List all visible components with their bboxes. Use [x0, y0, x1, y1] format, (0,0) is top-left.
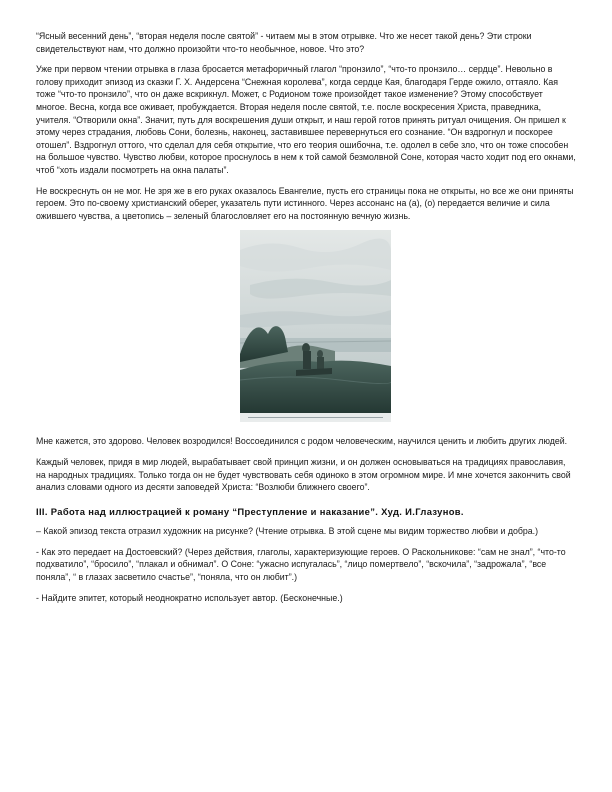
- illustration-figure: [240, 230, 391, 422]
- paragraph-intro: “Ясный весенний день”, “вторая неделя после святой” - читаем мы в этом отрывке. Что же несет такой день? Эти строки свидетельствуют нам, что должно произойти что-то необычное, новое. Что это?: [36, 31, 532, 54]
- paragraph-rebirth: Мне кажется, это здорово. Человек возродился! Воссоединился с родом человеческим, научился ценить и любить других людей.: [36, 436, 568, 447]
- paragraph-conclusion: Каждый человек, придя в мир людей, вырабатывает свой принцип жизни, и он должен основываться на традициях православия, на народных традициях. Только тогда он не будет чувствовать себя одиноко в этом огромном мире. И мне хочется закончить свой анализ словами одного из десяти заповедей Христа: “Возлюби ближнего своего”.: [36, 456, 571, 493]
- illustration-caption-strip: [240, 413, 391, 422]
- question-dostoevsky: - Как это передает на Достоевский? (Через действия, глаголы, характеризующие героев. О Раскольникове: “сам не знал”, “что-то подхватило”, “бросило”, “плакал и обнимал”. О Соне: “ужасно испугалась”, “лицо помертвело”, “вскочила”, “задрожала”, “все поняла”, “ в глазах засветило счастье”, “поняла, что он любит”.): [36, 546, 566, 583]
- painting-illustration-icon: [240, 230, 391, 413]
- paragraph-metaphor-analysis: Уже при первом чтении отрывка в глаза бросается метафоричный глагол “пронзило”, “что-то пронзило… сердце”. Невольно в голову приходит эпизод из сказки Г. Х. Андерсена “Снежная королева”, когда сердце Кая, благодаря Герде ожило, оттаяло. Кая тоже “что-то пронзило”, что он даже вскрикнул. Может, с Родионом тоже произойдет такое изменение? Этому способствует многое. Весна, когда все оживает, пробуждается. Вторая неделя после святой, т.е. после воскресения Христа, праведника, учителя. “Отворили окна”. Значит, путь для воскрешения души открыт, и наш герой готов принять ритуал очищения. Он пришел к этому через страдания, любовь Сони, болезнь, наконец, заставившее перевернуться его сознание. “Он вздрогнул и поскорее отошел”. Вздрогнул оттого, что сделал для себя открытие, что его теория ошибочна, т.е. одолел в себе зло, что он тоже способен на большое чувство. Чувство любви, которое проснулось в нем к той самой безмолвной Соне, которая часто ходит под его окнами, чтоб “хоть издали посмотреть на окна палаты”.: [36, 64, 576, 175]
- question-episode: – Какой эпизод текста отразил художник на рисунке? (Чтение отрывка. В этой сцене мы видим торжество любви и добра.): [36, 526, 539, 537]
- question-epithet: - Найдите эпитет, который неоднократно использует автор. (Бесконечные.): [36, 592, 343, 603]
- paragraph-resurrection: Не воскреснуть он не мог. Не зря же в его руках оказалось Евангелие, пусть его страницы пока не открыты, но все же они приняты героем. Это по-своему христианский оберег, указатель пути истинного. Через ассонанс на (а), (о) передается величие и сила ожившего чувства, а цветопись – зеленый благословляет его на постоянную вечную жизнь.: [36, 185, 574, 221]
- document-page: [36, 30, 576, 612]
- section-heading: III. Работа над иллюстрацией к роману “Преступление и наказание”. Худ. И.Глазунов.: [36, 505, 464, 517]
